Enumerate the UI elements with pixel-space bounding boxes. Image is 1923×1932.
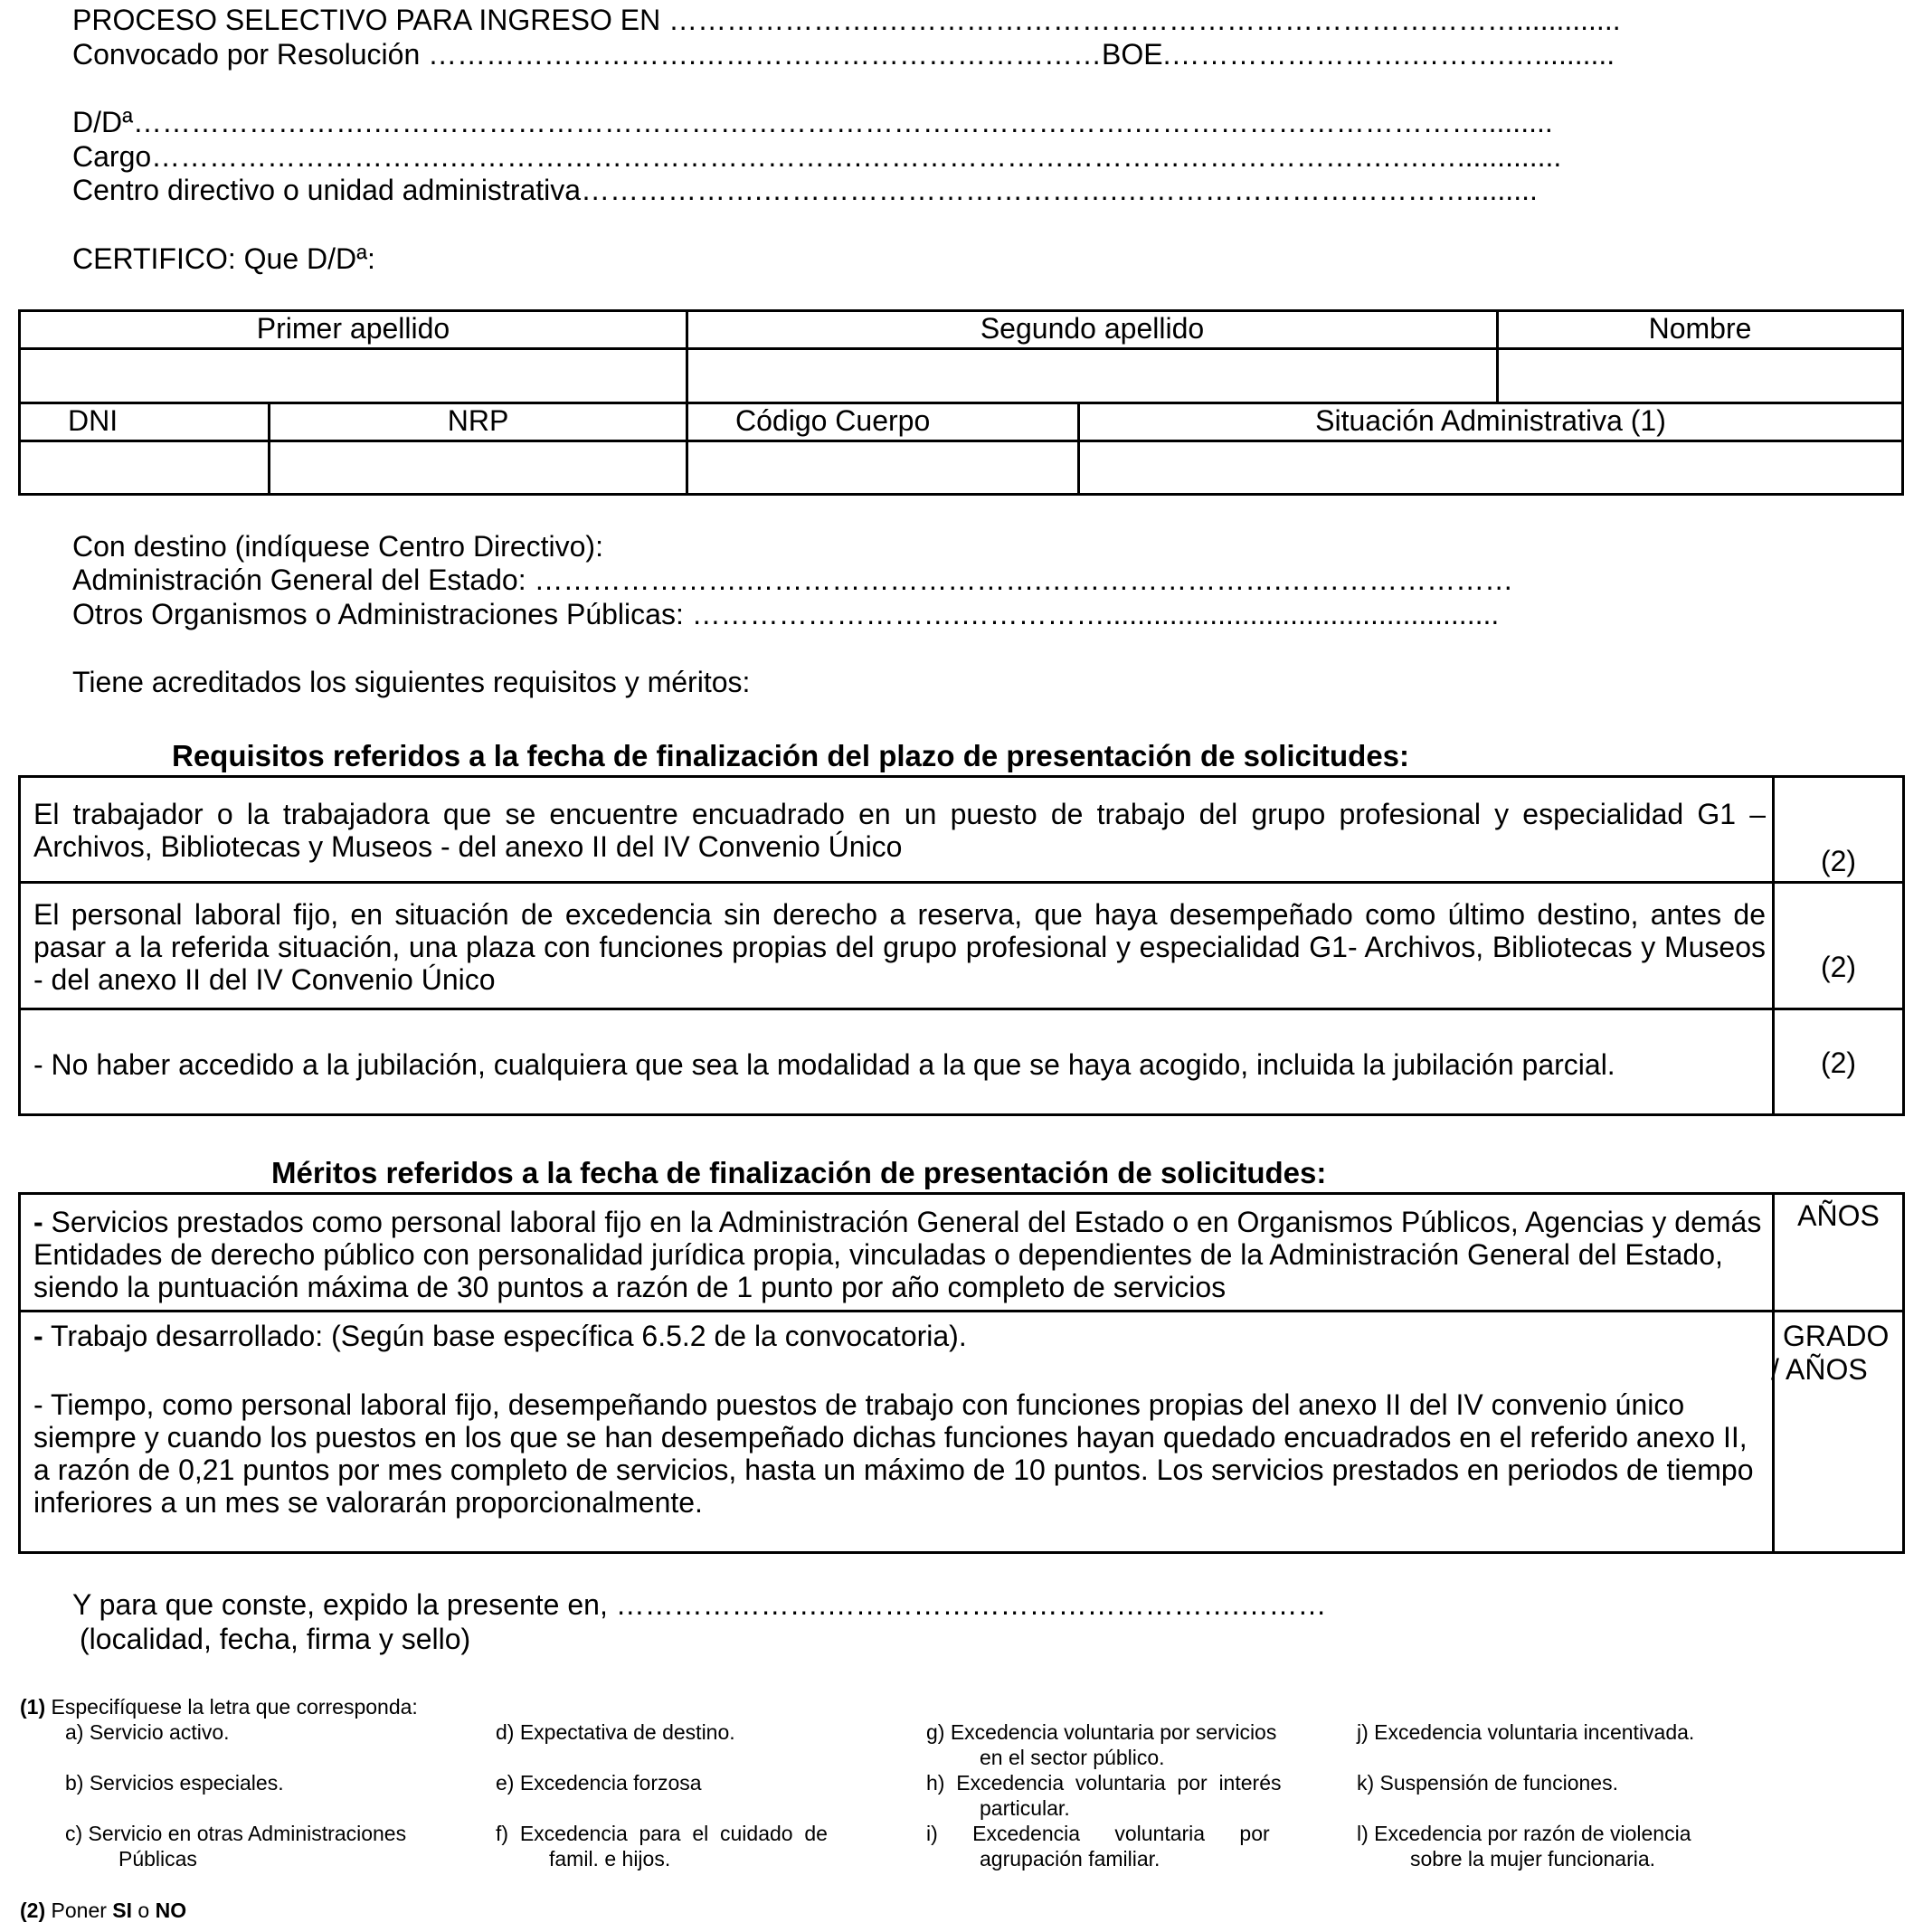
note-option: en el sector público. xyxy=(980,1746,1165,1769)
note-option: d) Expectativa de destino. xyxy=(496,1720,735,1744)
meritos-title: Méritos referidos a la fecha de finalización de presentación de solicitudes: xyxy=(271,1156,1327,1189)
note-option: h) Excedencia voluntaria por interés xyxy=(926,1771,1282,1795)
age-line: Administración General del Estado: ………………….………………………….…………………….…………………… xyxy=(72,564,1514,596)
note-1 xyxy=(20,1694,418,1719)
nrp-header: NRP xyxy=(268,402,688,442)
requisito-row xyxy=(18,1008,1775,1116)
anos-label: / AÑOS xyxy=(1771,1353,1868,1386)
requisito-text: El trabajador o la trabajadora que se encuentre encuadrado en un puesto de trabajo del grupo profesional y especialidad G1 – Archivos, Bibliotecas y Museos - del anexo II del IV Convenio Único xyxy=(33,798,1766,863)
note-option: particular. xyxy=(980,1796,1070,1820)
note-2-si: SI xyxy=(112,1899,133,1922)
localidad-line: (localidad, fecha, firma y sello) xyxy=(80,1623,471,1655)
requisito-row xyxy=(18,775,1775,884)
note-option: Públicas xyxy=(118,1847,197,1870)
note-option: i) Excedencia voluntaria por xyxy=(926,1822,1270,1845)
situacion-header: Situación Administrativa (1) xyxy=(1077,402,1904,442)
codigo-cuerpo-field[interactable] xyxy=(686,440,1080,496)
note-option: f) Excedencia para el cuidado de xyxy=(496,1822,828,1845)
requisito-mark[interactable]: (2) xyxy=(1772,881,1905,1010)
note-1-text: Especifíquese la letra que corresponda: xyxy=(51,1695,418,1719)
segundo-apellido-field[interactable] xyxy=(686,347,1499,404)
codigo-cuerpo-header: Código Cuerpo xyxy=(686,402,1080,442)
centro-line: Centro directivo o unidad administrativa……………….……………………………….………………………………......... xyxy=(72,174,1538,206)
cargo-line: Cargo………………………….…………………………………….……………………………………………….….…............. xyxy=(72,140,1562,173)
requisito-mark[interactable]: (2) xyxy=(1772,1008,1905,1116)
note-option: famil. e hijos. xyxy=(549,1847,671,1870)
situacion-field[interactable] xyxy=(1077,440,1904,496)
grado-label: GRADO xyxy=(1783,1320,1890,1352)
segundo-apellido-header: Segundo apellido xyxy=(686,309,1499,350)
dd-line: D/Dª…………………….…………………………………………………………………….………………………………......... xyxy=(72,106,1553,138)
note-2-poner: Poner xyxy=(51,1899,107,1922)
certifico-line: CERTIFICO: Que D/Dª: xyxy=(72,242,375,275)
note-2 xyxy=(20,1898,186,1923)
merito-text xyxy=(33,1320,967,1352)
grado-anos-cell[interactable] xyxy=(1772,1310,1905,1554)
requisito-mark[interactable]: (2) xyxy=(1772,775,1905,884)
dni-header: DNI xyxy=(18,402,270,442)
note-option: sobre la mujer funcionaria. xyxy=(1410,1847,1656,1870)
note-option: j) Excedencia voluntaria incentivada. xyxy=(1357,1720,1695,1744)
note-1-label: (1) xyxy=(20,1695,46,1719)
requisito-text: El personal laboral fijo, en situación de excedencia sin derecho a reserva, que haya desempeñado como último destino, antes de pasar a la referida situación, una plaza con funciones propias del grupo profesional y especialidad G1- Archivos, Bibliotecas y Museos - del anexo II del IV Convenio Único xyxy=(33,898,1766,996)
convocado-line: Convocado por Resolución ……………………….……………………………………BOE.…………………….……….….......... xyxy=(72,38,1615,71)
nombre-field[interactable] xyxy=(1496,347,1904,404)
primer-apellido-field[interactable] xyxy=(18,347,688,404)
otros-line: Otros Organismos o Administraciones Públicas: ……………………….……………................................................. xyxy=(72,598,1500,630)
destino-title: Con destino (indíquese Centro Directivo): xyxy=(72,530,603,563)
note-2-o: o xyxy=(137,1899,150,1922)
note-option: e) Excedencia forzosa xyxy=(496,1771,702,1795)
merito-body: Trabajo desarrollado: (Según base específica 6.5.2 de la convocatoria). xyxy=(50,1320,967,1352)
merito-paragraph: - Tiempo, como personal laboral fijo, desempeñando puestos de trabajo con funciones propias del anexo II del IV convenio único siempre y cuando los puestos en los que se han desempeñado dichas funciones hayan quedado encuadrados en el referido anexo II, a razón de 0,21 puntos por mes completo de servicios, hasta un máximo de 10 puntos. Los servicios prestados en periodos de tiempo inferiores a un mes se valorarán proporcionalmente. xyxy=(33,1388,1754,1519)
merito-row xyxy=(18,1192,1775,1312)
anos-cell[interactable]: AÑOS xyxy=(1772,1192,1905,1312)
conste-line: Y para que conste, expido la presente en, ………………….…………………………………….……… xyxy=(72,1588,1327,1621)
merito-text xyxy=(33,1206,1766,1303)
note-option: a) Servicio activo. xyxy=(65,1720,230,1744)
nombre-header: Nombre xyxy=(1496,309,1904,350)
proceso-line: PROCESO SELECTIVO PARA INGRESO EN ………………….…………………………………………………………............. xyxy=(72,4,1621,36)
merito-dash: - xyxy=(33,1206,43,1238)
nrp-field[interactable] xyxy=(268,440,688,496)
requisito-row xyxy=(18,881,1775,1010)
note-option: c) Servicio en otras Administraciones xyxy=(65,1822,407,1845)
note-option: agrupación familiar. xyxy=(980,1847,1160,1870)
merito-body: Servicios prestados como personal laboral fijo en la Administración General del Estado o en Organismos Públicos, Agencias y demás Entidades de derecho público con personalidad jurídica propia, vinculadas o dependientes de la Administración General del Estado, siendo la puntuación máxima de 30 puntos a razón de 1 punto por año completo de servicios xyxy=(33,1206,1762,1303)
dni-field[interactable] xyxy=(18,440,270,496)
merito-row xyxy=(18,1310,1775,1554)
note-option: g) Excedencia voluntaria por servicios xyxy=(926,1720,1277,1744)
requisito-text: - No haber accedido a la jubilación, cualquiera que sea la modalidad a la que se haya acogido, incluida la jubilación parcial. xyxy=(33,1048,1615,1081)
note-option: k) Suspensión de funciones. xyxy=(1357,1771,1618,1795)
requisitos-title: Requisitos referidos a la fecha de finalización del plazo de presentación de solicitudes: xyxy=(172,739,1410,772)
note-2-no: NO xyxy=(155,1899,187,1922)
note-option: l) Excedencia por razón de violencia xyxy=(1357,1822,1691,1845)
note-2-label: (2) xyxy=(20,1899,46,1922)
primer-apellido-header: Primer apellido xyxy=(18,309,688,350)
tiene-line: Tiene acreditados los siguientes requisitos y méritos: xyxy=(72,666,751,698)
merito-dash: - xyxy=(33,1320,43,1352)
note-option: b) Servicios especiales. xyxy=(65,1771,284,1795)
